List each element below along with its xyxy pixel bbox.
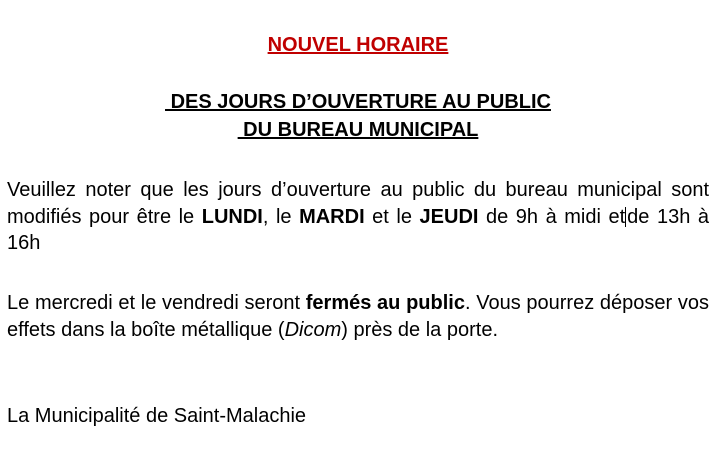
paragraph-text: Le mercredi et le vendredi seront (7, 292, 306, 314)
paragraph-text: et le (364, 205, 420, 228)
day-monday: LUNDI (201, 205, 263, 228)
notice-subtitle-line-2: DU BUREAU MUNICIPAL (237, 119, 479, 141)
signature: La Municipalité de Saint-Malachie (7, 405, 307, 427)
closed-to-public: fermés au public (305, 292, 465, 314)
closed-days-paragraph (7, 290, 709, 343)
paragraph-text: Veuillez noter que les jours d’ouverture au public du bureau municipal sont modifiés pour être le (7, 179, 709, 228)
text-cursor (625, 207, 626, 227)
day-thursday: JEUDI (419, 205, 479, 228)
paragraph-text: . Vous pourrez déposer vos effets dans la boîte métallique ( (7, 292, 709, 341)
day-tuesday: MARDI (299, 205, 365, 228)
notice-title: NOUVEL HORAIRE (267, 34, 449, 56)
paragraph-text: de 13h à 16h (7, 205, 709, 254)
paragraph-text: de 9h à midi et (478, 205, 626, 228)
notice-subtitle-line-1: DES JOURS D’OUVERTURE AU PUBLIC (165, 91, 551, 113)
paragraph-text: , le (262, 205, 300, 228)
opening-days-paragraph (7, 177, 709, 257)
paragraph-text: ) près de la porte. (341, 318, 498, 341)
dicom-label: Dicom (284, 318, 342, 341)
